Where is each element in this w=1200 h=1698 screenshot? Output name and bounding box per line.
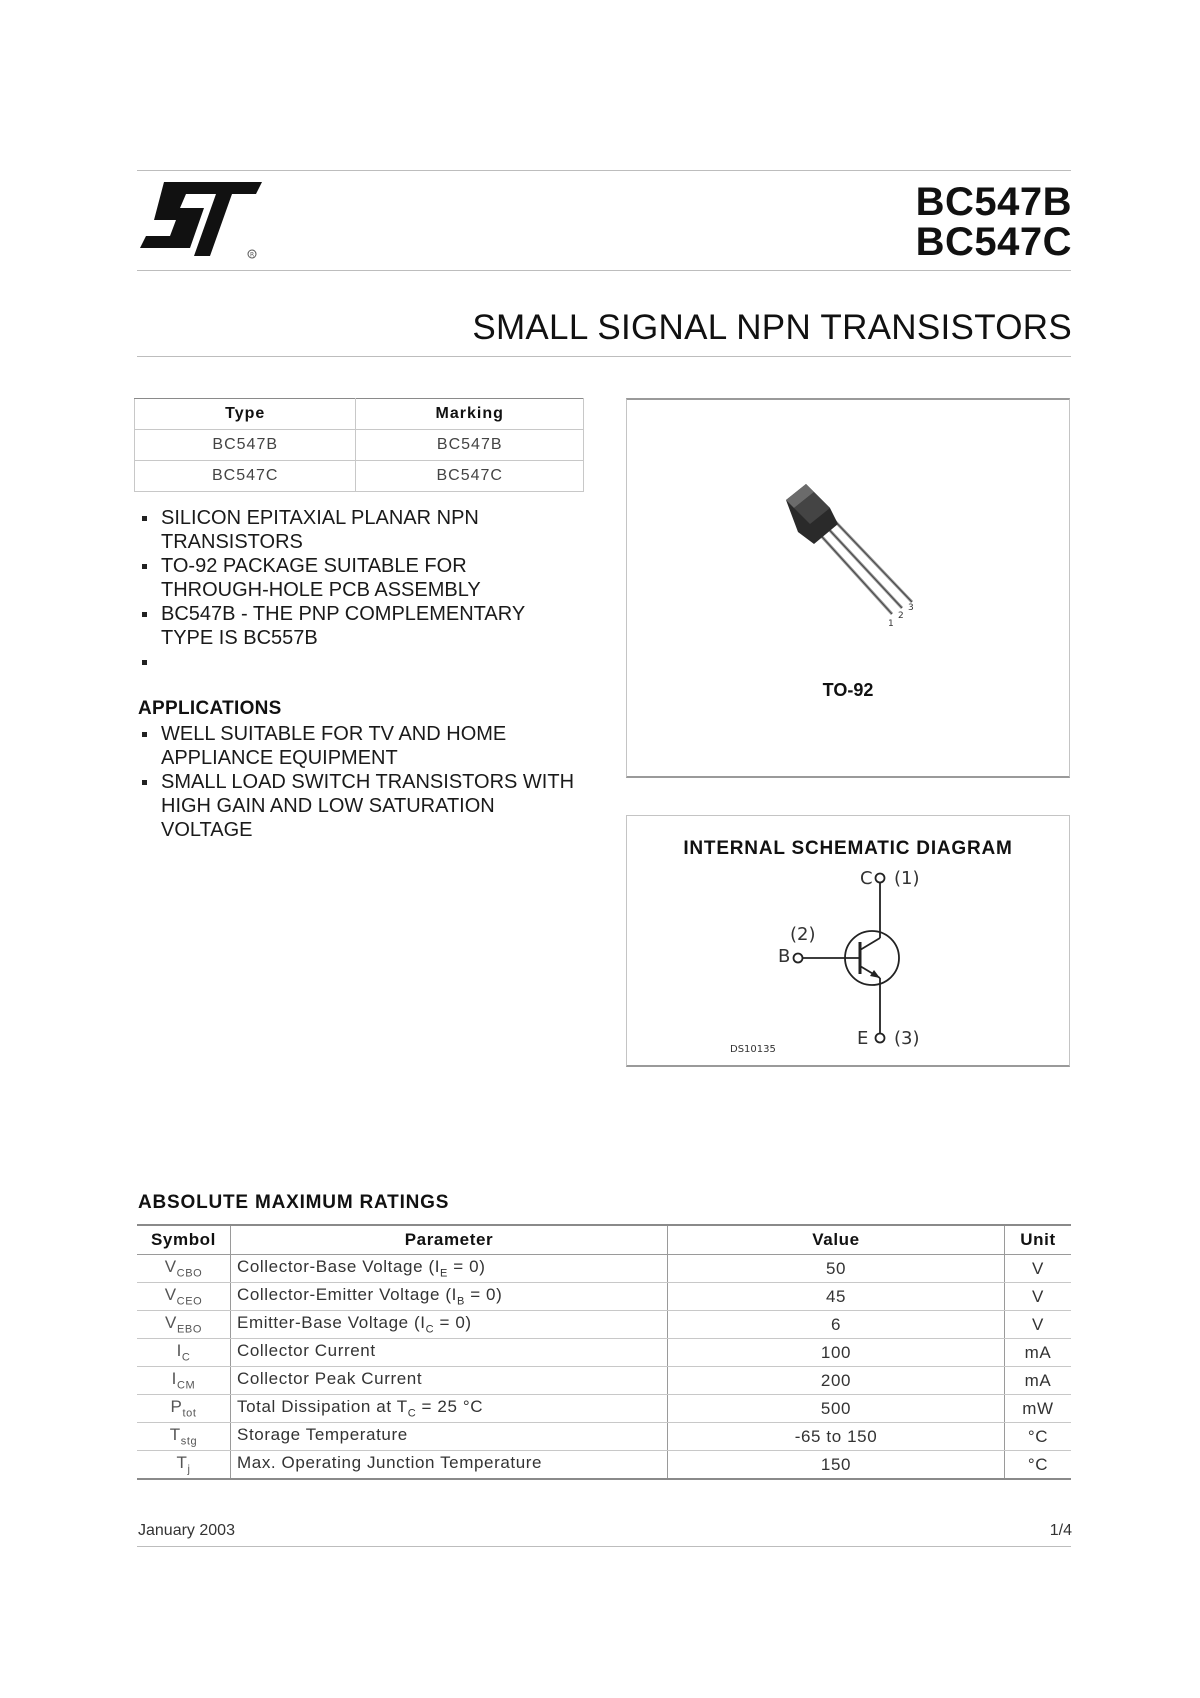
symbol-cell: $V_{CBO}$	[137, 1255, 231, 1283]
type-table-row	[135, 430, 584, 461]
table-row	[137, 1423, 1071, 1451]
parameter-cell: Collector-Base Voltage $(I_E = 0)$	[231, 1255, 668, 1283]
feature-text: SILICON EPITAXIAL PLANAR NPN TRANSISTORS	[161, 507, 479, 553]
collector-letter: C	[860, 868, 873, 889]
value-cell: 50	[668, 1255, 1005, 1283]
applications-heading: APPLICATIONS	[138, 698, 282, 719]
drawing-code: DS10135	[730, 1044, 776, 1055]
value-cell: 6	[668, 1311, 1005, 1339]
type-marking-table	[134, 398, 584, 492]
table-row	[137, 1311, 1071, 1339]
unit-cell: °C	[1005, 1423, 1072, 1451]
part-number-primary: BC547B	[915, 180, 1072, 224]
emitter-pin-label: (3)	[894, 1028, 920, 1049]
symbol-cell: $P_{tot}$	[137, 1395, 231, 1423]
ratings-body	[137, 1255, 1071, 1480]
bullet-marker	[142, 660, 147, 665]
header-top-rule	[137, 170, 1071, 171]
bullet-marker	[142, 516, 147, 521]
feature-list	[137, 506, 577, 674]
package-label: TO-92	[822, 680, 874, 700]
marking-cell: BC547B	[356, 430, 584, 461]
marking-cell: BC547C	[356, 461, 584, 492]
ratings-header-row	[137, 1225, 1071, 1255]
unit-cell: °C	[1005, 1451, 1072, 1480]
parameter-cell: Collector Peak Current	[231, 1367, 668, 1395]
unit-cell: mA	[1005, 1339, 1072, 1367]
symbol-cell: $V_{CEO}$	[137, 1283, 231, 1311]
absolute-max-ratings-table	[137, 1224, 1071, 1480]
bullet-marker	[142, 612, 147, 617]
feature-item	[137, 650, 577, 674]
unit-cell: V	[1005, 1311, 1072, 1339]
to92-package-illustration	[780, 480, 930, 630]
symbol-cell: $I_C$	[137, 1339, 231, 1367]
application-text: WELL SUITABLE FOR TV AND HOME APPLIANCE EQUIPMENT	[161, 723, 507, 769]
parameter-cell: Max. Operating Junction Temperature	[231, 1451, 668, 1480]
type-header: Type	[135, 399, 356, 430]
title-rule	[137, 356, 1071, 357]
marking-header: Marking	[356, 399, 584, 430]
collector-pin-label: (1)	[894, 868, 920, 889]
unit-header: Unit	[1005, 1225, 1072, 1255]
table-row	[137, 1339, 1071, 1367]
value-cell: 500	[668, 1395, 1005, 1423]
ratings-heading: ABSOLUTE MAXIMUM RATINGS	[138, 1192, 450, 1213]
value-cell: 150	[668, 1451, 1005, 1480]
parameter-cell: Storage Temperature	[231, 1423, 668, 1451]
feature-item	[137, 602, 577, 650]
value-cell: 45	[668, 1283, 1005, 1311]
emitter-letter: E	[857, 1028, 869, 1049]
pin-number: 1	[888, 619, 894, 629]
table-row	[137, 1395, 1071, 1423]
unit-cell: mW	[1005, 1395, 1072, 1423]
feature-item	[137, 554, 577, 602]
application-item	[137, 722, 577, 770]
parameter-cell: Collector-Emitter Voltage $(I_B = 0)$	[231, 1283, 668, 1311]
type-cell: BC547C	[135, 461, 356, 492]
symbol-cell: $I_{CM}$	[137, 1367, 231, 1395]
type-cell: BC547B	[135, 430, 356, 461]
value-cell: 200	[668, 1367, 1005, 1395]
document-title: SMALL SIGNAL NPN TRANSISTORS	[472, 308, 1072, 347]
table-row	[137, 1451, 1071, 1480]
page-number: 1/4	[1049, 1522, 1072, 1539]
parameter-cell: Emitter-Base Voltage $(I_C = 0)$	[231, 1311, 668, 1339]
application-text: SMALL LOAD SWITCH TRANSISTORS WITH HIGH GAIN AND LOW SATURATION VOLTAGE	[161, 771, 575, 841]
value-header: Value	[668, 1225, 1005, 1255]
symbol-cell: $V_{EBO}$	[137, 1311, 231, 1339]
unit-cell: V	[1005, 1283, 1072, 1311]
bullet-marker	[142, 780, 147, 785]
symbol-cell: $T_j$	[137, 1451, 231, 1480]
feature-text: BC547B - THE PNP COMPLEMENTARY TYPE IS BC557B	[161, 603, 525, 649]
header-bottom-rule	[137, 270, 1071, 271]
footer-date: January 2003	[138, 1522, 235, 1539]
part-number-secondary: BC547C	[915, 220, 1072, 264]
schematic-title: INTERNAL SCHEMATIC DIAGRAM	[683, 838, 1013, 859]
pin-number: 3	[908, 603, 914, 613]
table-row	[137, 1255, 1071, 1283]
application-item	[137, 770, 577, 842]
value-cell: -65 to 150	[668, 1423, 1005, 1451]
parameter-cell: Total Dissipation at $T_C = 25$ °C	[231, 1395, 668, 1423]
footer-rule	[137, 1546, 1071, 1547]
base-letter: B	[778, 946, 791, 967]
unit-cell: V	[1005, 1255, 1072, 1283]
parameter-header: Parameter	[231, 1225, 668, 1255]
value-cell: 100	[668, 1339, 1005, 1367]
type-table-row	[135, 461, 584, 492]
symbol-cell: $T_{stg}$	[137, 1423, 231, 1451]
pin-number: 2	[898, 611, 904, 621]
st-logo	[140, 182, 265, 262]
bullet-marker	[142, 732, 147, 737]
feature-text: TO-92 PACKAGE SUITABLE FOR THROUGH-HOLE PCB ASSEMBLY	[161, 555, 481, 601]
npn-transistor-symbol	[730, 862, 960, 1062]
svg-text:R: R	[250, 251, 255, 259]
type-table-header-row	[135, 399, 584, 430]
bullet-marker	[142, 564, 147, 569]
applications-list	[137, 722, 577, 842]
table-row	[137, 1283, 1071, 1311]
unit-cell: mA	[1005, 1367, 1072, 1395]
feature-item	[137, 506, 577, 554]
symbol-header: Symbol	[137, 1225, 231, 1255]
table-row	[137, 1367, 1071, 1395]
parameter-cell: Collector Current	[231, 1339, 668, 1367]
base-pin-label: (2)	[790, 924, 816, 945]
